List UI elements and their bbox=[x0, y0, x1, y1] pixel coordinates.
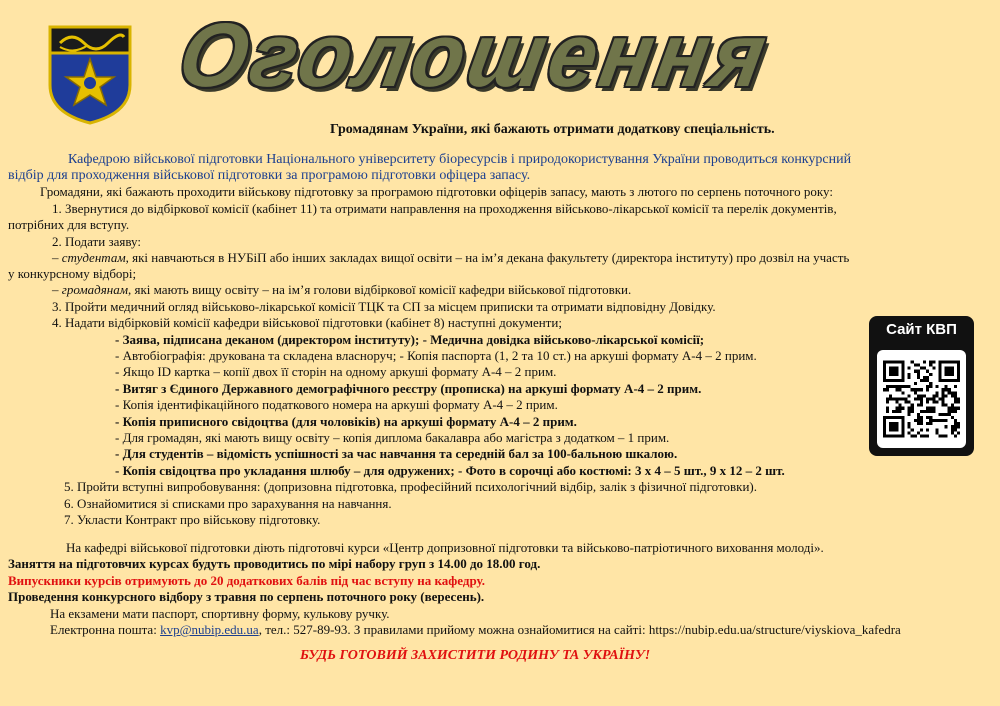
body-line: 6. Ознайомитися зі списками про зарахування на навчання. bbox=[64, 496, 392, 511]
body-line: – громадянам, які мають вищу освіту – на ім’я голови відбіркової комісії кафедри військової підготовки. bbox=[52, 282, 632, 297]
body-line: 5. Пройти вступні випробовування: (допризовна підготовка, професійний психологічний відбір, залік з фізичної підготовки). bbox=[64, 479, 757, 494]
body-line: 1. Звернутися до відбіркової комісії (кабінет 11) та отримати направлення на проходження військово-лікарської комісії та перелік документів, bbox=[52, 201, 837, 216]
document-item: - Копія свідоцтва про укладання шлюбу – для одружених; - Фото в сорочці або костюмі: 3 х 4 – 5 шт., 9 х 12 – 2 шт. bbox=[115, 463, 785, 478]
emblem-logo bbox=[48, 25, 132, 125]
document-item: - Автобіографія: друкована та складена власноруч; - Копія паспорта (1, 2 та 10 ст.) на аркуші формату А-4 – 2 прим. bbox=[115, 348, 757, 363]
document-item: - Якщо ID картка – копії двох її сторін на одному аркуші формату А-4 – 2 прим. bbox=[115, 364, 557, 379]
contacts-rest: , тел.: 527-89-93. З правилами прийому можна ознайомитися на сайті: https://nubip.edu.ua/structure/viyskiova_kafedra bbox=[258, 622, 901, 637]
body-line: у конкурсному відборі; bbox=[8, 266, 137, 281]
document-item: - Для громадян, які мають вищу освіту – копія диплома бакалавра або магістра з додатком – 1 прим. bbox=[115, 430, 670, 445]
exam-items-line: На екзамени мати паспорт, спортивну форму, кулькову ручку. bbox=[50, 606, 390, 621]
document-item: - Витяг з Єдиного Державного демографічного реєстру (прописка) на аркуші формату А-4 – 2 прим. bbox=[115, 381, 702, 396]
body-line: Громадяни, які бажають проходити військову підготовку за програмою підготовки офіцерів запасу, мають з лютого по серпень поточного року: bbox=[40, 184, 833, 199]
qr-code-card bbox=[869, 316, 974, 456]
body-line: 2. Подати заяву: bbox=[52, 234, 141, 249]
body-line: 4. Надати відбірковій комісії кафедри військової підготовки (кабінет 8) наступні документи; bbox=[52, 315, 562, 330]
schedule-line: Заняття на підготовчих курсах будуть проводитись по мірі набору груп з 14.00 до 18.00 год. bbox=[8, 556, 541, 571]
intro-line-2: відбір для проходження військової підготовки за програмою підготовки офіцера запасу. bbox=[8, 168, 531, 183]
bonus-line: Випускники курсів отримують до 20 додаткових балів під час вступу на кафедру. bbox=[8, 573, 485, 588]
courses-line: На кафедрі військової підготовки діють підготовчі курси «Центр допризовної підготовки та військово-патріотичного виховання молоді». bbox=[66, 540, 824, 555]
document-item: - Для студентів – відомість успішності за час навчання та середній бал за 100-бальною шкалою. bbox=[115, 446, 678, 461]
qr-code-icon[interactable] bbox=[883, 358, 960, 440]
document-item: - Копія ідентифікаційного податкового номера на аркуші формату А-4 – 2 прим. bbox=[115, 397, 558, 412]
body-line: 3. Пройти медичний огляд військово-лікарської комісії ТЦК та СП за місцем приписки та отримати відповідну Довідку. bbox=[52, 299, 716, 314]
body-line: потрібних для вступу. bbox=[8, 217, 130, 232]
qr-label: Сайт КВП bbox=[886, 321, 957, 338]
document-item: - Заява, підписана деканом (директором інституту); - Медична довідка військово-лікарської комісії; bbox=[115, 332, 705, 347]
slogan: БУДЬ ГОТОВИЙ ЗАХИСТИТИ РОДИНУ ТА УКРАЇНУ! bbox=[300, 648, 651, 663]
body-line: 7. Укласти Контракт про військову підготовку. bbox=[64, 512, 321, 527]
email-link[interactable]: kvp@nubip.edu.ua bbox=[160, 622, 259, 637]
body-line: – студентам, які навчаються в НУБіП або інших закладах вищої освіти – на ім’я декана факультету (директора інституту) про дозвіл на участь bbox=[52, 250, 850, 265]
email-label: Електронна пошта: bbox=[50, 622, 161, 637]
selection-period-line: Проведення конкурсного відбору з травня по серпень поточного року (вересень). bbox=[8, 589, 485, 604]
subtitle: Громадянам України, які бажають отримати додаткову спеціальність. bbox=[330, 122, 775, 137]
page-title: Оголошення bbox=[172, 5, 777, 106]
intro-line-1: Кафедрою військової підготовки Національного університету біоресурсів і природокористування України проводиться конкурсний bbox=[68, 152, 852, 167]
contacts-line bbox=[50, 622, 901, 638]
document-item: - Копія приписного свідоцтва (для чоловіків) на аркуші формату А-4 – 2 прим. bbox=[115, 414, 577, 429]
